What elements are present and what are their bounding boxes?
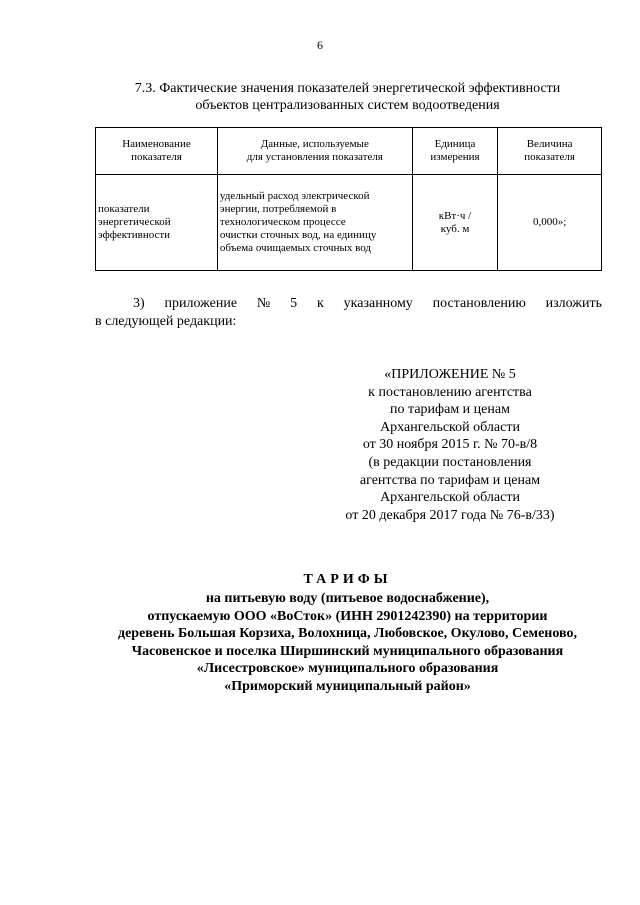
indicators-table — [95, 127, 602, 271]
tariffs-line: деревень Большая Корзиха, Волохница, Любовское, Окулово, Семеново, — [118, 626, 577, 642]
header-text: Величина — [526, 138, 573, 150]
section-title-line: объектов централизованных систем водоотведения — [195, 98, 500, 113]
appendix-line: от 30 ноября 2015 г. № 70-в/8 — [362, 437, 538, 453]
header-unit — [412, 128, 498, 175]
section-title-line: 7.3. Фактические значения показателей энергетической эффективности — [134, 81, 561, 96]
appendix-line: Архангельской области — [380, 490, 520, 506]
appendix-header — [300, 366, 600, 524]
cell-text: технологическом процессе — [219, 216, 346, 228]
word: постановлению — [432, 296, 526, 311]
header-indicator-name — [96, 128, 218, 175]
item-3-paragraph — [95, 295, 602, 331]
header-text: показателя — [524, 151, 575, 163]
cell-text: объема очищаемых сточных вод — [219, 242, 372, 254]
cell-text: очистки сточных вод, на единицу — [219, 229, 377, 241]
word: № — [256, 296, 271, 311]
tariffs-line: на питьевую воду (питьевое водоснабжение), — [205, 591, 490, 606]
cell-text: показатели — [98, 203, 150, 215]
header-text: Единица — [434, 138, 476, 150]
item-3-line — [95, 295, 602, 313]
tariffs-line: «Приморский муниципальный район» — [224, 678, 471, 694]
header-text: измерения — [430, 151, 480, 163]
appendix-line: к постановлению агентства — [368, 384, 532, 400]
cell-text: удельный расход электрической — [219, 190, 370, 202]
tariffs-line: отпускаемую ООО «ВоСток» (ИНН 2901242390) на территории — [147, 608, 548, 624]
header-value — [498, 128, 602, 175]
word: 3) — [133, 296, 145, 311]
tariffs-description — [60, 590, 635, 696]
cell-text: эффективности — [98, 229, 171, 241]
cell-text: куб. м — [440, 222, 470, 235]
header-text: Данные, используемые — [260, 138, 369, 150]
word: к — [317, 296, 324, 311]
section-title — [60, 80, 635, 114]
cell-text: энергетической — [98, 216, 171, 228]
item-3-line: в следующей редакции: — [95, 314, 237, 329]
cell-text: кВт·ч / — [438, 209, 472, 222]
table-header-row — [96, 128, 602, 175]
table-row — [96, 175, 602, 271]
cell-indicator-name — [96, 175, 218, 271]
cell-unit — [412, 175, 498, 271]
word: 5 — [290, 296, 298, 311]
word: приложение — [164, 296, 238, 311]
tariffs-title: ТАРИФЫ — [303, 572, 392, 587]
word: указанному — [343, 296, 413, 311]
appendix-line: агентства по тарифам и ценам — [359, 472, 541, 488]
appendix-line: (в редакции постановления — [368, 454, 532, 470]
cell-value: 0,000»; — [498, 175, 602, 271]
cell-data-used — [217, 175, 412, 271]
appendix-line: Архангельской области — [380, 419, 520, 435]
appendix-line: от 20 декабря 2017 года № 76-в/33) — [345, 507, 555, 523]
word: изложить — [545, 296, 602, 311]
header-data-used — [217, 128, 412, 175]
appendix-line: по тарифам и ценам — [390, 402, 510, 418]
header-text: показателя — [131, 151, 182, 163]
page-number: 6 — [317, 38, 323, 52]
header-text: Наименование — [122, 138, 191, 150]
tariffs-line: «Лисестровское» муниципального образования — [196, 661, 499, 677]
header-text: для установления показателя — [246, 151, 383, 163]
tariffs-line: Часовенское и поселка Ширшинский муниципального образования — [131, 643, 564, 659]
cell-text: энергии, потребляемой в — [219, 203, 337, 215]
appendix-line: «ПРИЛОЖЕНИЕ № 5 — [384, 367, 516, 382]
